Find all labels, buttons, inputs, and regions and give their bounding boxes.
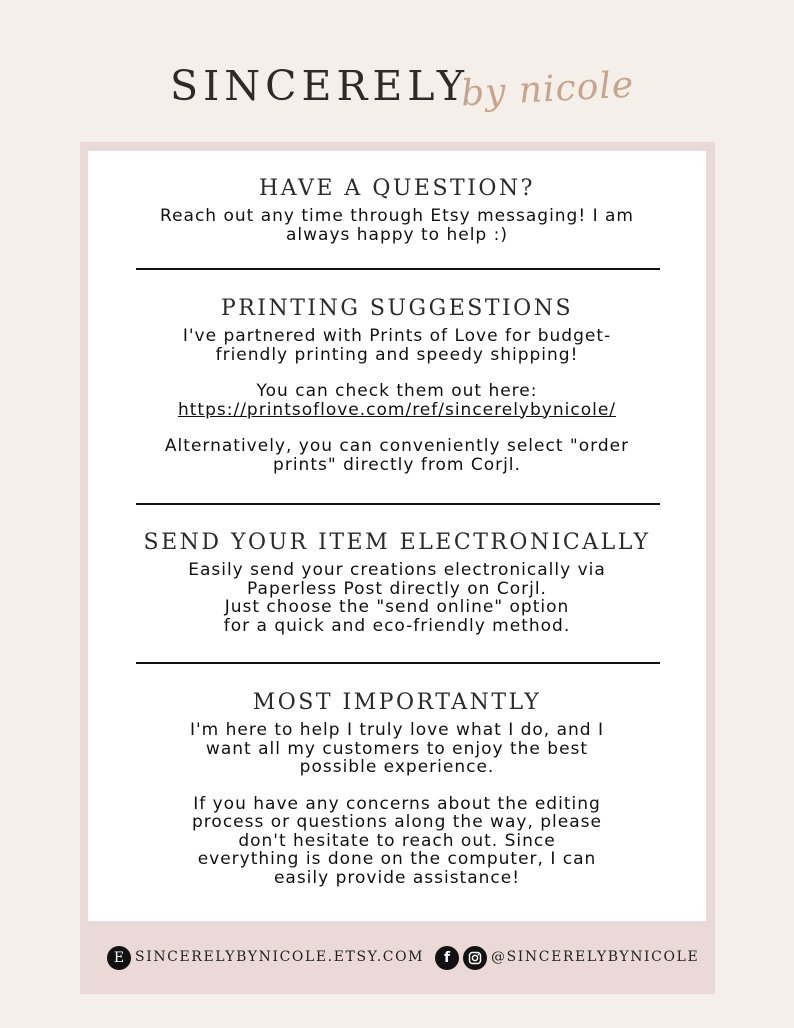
text-line: everything is done on the computer, I can (197, 849, 597, 869)
important-section (88, 692, 706, 887)
section-divider (136, 503, 660, 505)
question-heading: HAVE A QUESTION? (259, 176, 535, 201)
important-text-2 (88, 795, 706, 888)
printing-link-block (88, 382, 706, 419)
text-line: Just choose the "send online" option (224, 597, 570, 617)
text-line: I'm here to help I truly love what I do, and I (189, 720, 605, 740)
info-card (88, 151, 706, 921)
brand-script: by nicole (460, 64, 636, 115)
section-divider (136, 268, 660, 270)
important-text-1 (88, 721, 706, 777)
text-line: prints" directly from Corjl. (273, 454, 521, 475)
text-line: process or questions along the way, please (192, 812, 602, 832)
text-line: don't hesitate to reach out. Since (238, 830, 556, 851)
prints-of-love-link[interactable]: https://printsoflove.com/ref/sincerelybynicole/ (177, 399, 617, 420)
question-text (88, 207, 706, 244)
question-section (88, 178, 706, 244)
electronic-heading: SEND YOUR ITEM ELECTRONICALLY (143, 530, 651, 555)
etsy-shop-link[interactable]: SINCERELYBYNICOLE.ETSY.COM (135, 949, 425, 965)
facebook-icon[interactable]: f (435, 946, 459, 970)
text-line: Reach out any time through Etsy messaging! I am (160, 206, 634, 226)
text-line: friendly printing and speedy shipping! (215, 344, 579, 365)
text-line: want all my customers to enjoy the best (205, 738, 589, 759)
text-line: possible experience. (299, 757, 495, 777)
printing-section (88, 298, 706, 474)
text-line: for a quick and eco-friendly method. (223, 615, 571, 636)
electronic-text (88, 561, 706, 635)
text-line: always happy to help :) (285, 224, 508, 245)
text-line: easily provide assistance! (273, 867, 521, 888)
printing-heading: PRINTING SUGGESTIONS (220, 296, 574, 321)
text-line: Alternatively, you can conveniently select "order (164, 436, 630, 456)
text-line: Easily send your creations electronically via (188, 560, 606, 580)
section-divider (136, 662, 660, 664)
important-heading: MOST IMPORTANTLY (252, 690, 542, 715)
text-line: If you have any concerns about the editing (193, 793, 601, 814)
link-intro: You can check them out here: (256, 381, 538, 401)
footer (80, 921, 715, 994)
instagram-icon[interactable] (463, 946, 487, 970)
text-line: I've partnered with Prints of Love for budget- (182, 326, 612, 346)
etsy-icon[interactable]: E (107, 946, 131, 970)
printing-intro (88, 327, 706, 364)
brand-name: SINCERELY (170, 62, 469, 110)
printing-alternative (88, 437, 706, 474)
brand-logo (0, 52, 794, 142)
text-line: Paperless Post directly on Corjl. (247, 578, 547, 599)
social-handle[interactable]: @SINCERELYBYNICOLE (491, 949, 700, 965)
electronic-section (88, 532, 706, 635)
